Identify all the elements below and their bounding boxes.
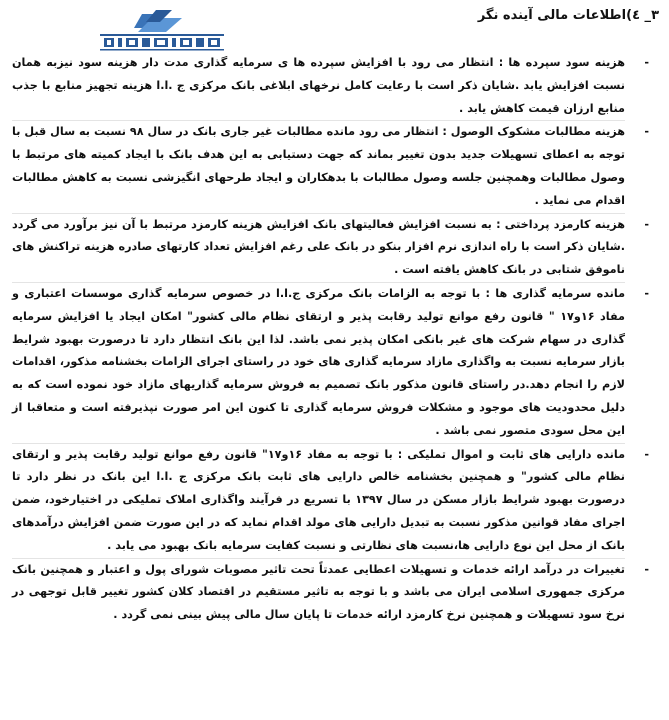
bullet-dash: - [644,447,649,461]
bullet-dash: - [644,217,649,231]
bullet-list [12,52,655,627]
list-item [12,444,655,558]
list-item [12,52,655,120]
bullet-dash: - [644,56,649,69]
bullet-dash: - [644,562,649,576]
list-item [12,214,655,282]
bank-logo [96,8,228,52]
bullet-dash: - [644,286,649,300]
list-item [12,559,655,627]
list-item-text: هزینه مطالبات مشکوک الوصول : انتظار می رود مانده مطالبات غیر جاری بانک در سال ۹۸ نسبت به سال قبل با توجه به اعطای تسهیلات جدید بدون تغییر بماند که جهت دستیابی به این هدف بانک با ایجاد کمیته های مرتبط با وصول مطالبات وهمچنین جلسه وصول مطالبات با بدهکاران و ایجاد طرحهای انگیزشی نسبت به کاهش مطالبات اقدام می نماید . [12,125,625,207]
list-item-text: هزینه سود سپرده ها : انتظار می رود با افزایش سپرده ها ی سرمایه گذاری مدت دار هزینه سود نیزبه همان نسبت افزایش یابد .شایان ذکر است با رعایت کامل نرخهای ابلاغی بانک مرکزی ج .ا.ا هزینه تجهیز منابع با جذب منابع ارزان قیمت کاهش یابد . [12,56,625,115]
list-item-text: مانده سرمایه گذاری ها : با توجه به الزامات بانک مرکزی ج.ا.ا در خصوص سرمایه گذاری موسسات اعتباری و مفاد ۱۶و۱۷ " قانون رفع موانع تولید رقابت پذیر و ارتقای نظام مالی کشور" امکان ایجاد یا افزایش سرمایه گذاری در سهام شرکت های غیر بانکی امکان پذیر نمی باشد. لذا این بانک انتظار دارد تا درصورت بهبود شرایط بازار سرمایه نسبت به واگذاری مازاد سرمایه گذاری های خود در راستای اجرای الزامات بخشنامه مذکور، اقدامات لازم را انجام دهد.در راستای قانون مذکور بانک تصمیم به فروش سرمایه گذاریهای مازاد خود نموده است که به دلیل محدودیت های موجود و مشکلات فروش سرمایه گذاری تا کنون این امر صورت نپذیرفته است و متعاقبا از این محل سودی متصور نمی باشد . [12,286,625,437]
list-item-text: مانده دارایی های ثابت و اموال تملیکی : با توجه به مفاد ۱۶و۱۷" قانون رفع موانع تولید رقابت پذیر و ارتقای نظام مالی کشور" و همچنین بخشنامه خالص دارایی های ثابت بانک مرکزی ج .ا.ا این بانک در نظر دارد تا درصورت بهبود شرایط بازار مسکن در سال ۱۳۹۷ با تسریع در فرآیند واگذاری املاک تملیکی در اختیارخود، ضمن اجرای مفاد قوانین مذکور نسبت به تبدیل دارایی های مولد اقدام نماید که در این صورت ضمن افزایش درآمدهای بانک از محل این نوع دارایی ها،نسبت های نظارتی و نسبت کفایت سرمایه بانک بهبود می یابد . [12,447,625,552]
list-item [12,121,655,212]
list-item [12,283,655,443]
section-title: ۳_ ٤)اطلاعات مالی آینده نگر [477,8,659,23]
list-item-text: تغییرات در درآمد ارائه خدمات و تسهیلات اعطایی عمدتاً تحت تاثیر مصوبات شورای پول و اعتبار و همچنین بانک مرکزی جمهوری اسلامی ایران می باشد و با توجه به تاثیر مستقیم در اقتصاد کلان کشور تغییر قابل توجهی در نرخ سود تسهیلات و همچنین نرخ کارمزد ارائه خدمات تا پایان سال مالی پیش بینی نمی گردد . [12,562,625,622]
bullet-dash: - [644,125,649,139]
list-item-text: هزینه کارمزد پرداختی : به نسبت افزایش فعالیتهای بانک افزایش هزینه کارمزد مرتبط با آن نیز برآورد می گردد .شایان ذکر است با راه اندازی نرم افزار بنکو در بانک علی رغم افزایش تعداد کارتهای صادره هزینه تراکنش های ناموفق شتابی در بانک کاهش یافته است . [12,217,625,277]
bank-logo-icon [96,8,228,52]
